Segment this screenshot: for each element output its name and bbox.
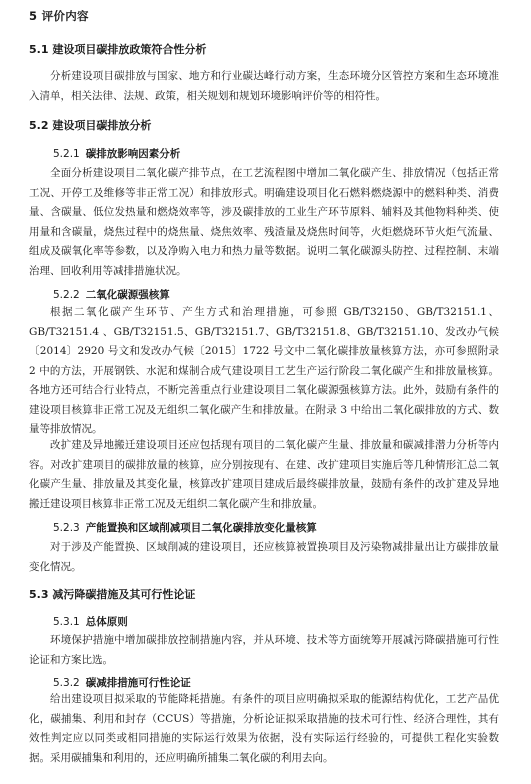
heading-text: 总体原则	[85, 616, 128, 628]
heading-text: 碳减排措施可行性论证	[85, 677, 191, 689]
paragraph-5-2-1: 全面分析建设项目二氧化碳产排节点，在工艺流程图中增加二氧化碳产生、排放情况（包括正常工况、开停工及维修等非正常工况）和排放形式。明确建设项目化石燃料燃烧源中的燃料种类、消费量、含碳量、低位发热量和燃烧效率等，涉及碳排放的工业生产环节原料、辅料及其他物料种类、使用量和含碳量，烧焦过程中的烧焦量、烧焦效率、残渣量及烧焦时间等，火炬燃烧环节火炬气流量、组成及碳氧化率等参数，以及净购入电力和热力量等数据。说明二氧化碳源头防控、过程控制、末端治理、回收利用等减排措施状况。	[29, 167, 499, 277]
heading-5-2-1	[53, 146, 180, 161]
paragraph-5-3-1: 环境保护措施中增加碳排放控制措施内容，并从环境、技术等方面统筹开展减污降碳措施可行性论证和方案比选。	[29, 634, 499, 666]
heading-5-2-2	[53, 287, 170, 302]
heading-number: 5.2.1	[53, 148, 80, 160]
heading-number: 5.3.1	[53, 616, 80, 628]
paragraph-5-2-2-a: 根据二氧化碳产生环节、产生方式和治理措施，可参照 GB/T32150、GB/T32151.1、GB/T32151.4 、GB/T32151.5、GB/T32151.7、GB/T32151.8、GB/T32151.10、发改办气候〔2014〕2920 号文和发改办气候〔2015〕1722 号文中二氧化碳排放量核算方法，亦可参照附录 2 中的方法，开展钢铁、水泥和煤制合成气建设项目工艺生产运行阶段二氧化碳产生和排放量核算。各地方还可结合行业特点，不断完善重点行业建设项目二氧化碳源强核算方法。此外，鼓励有条件的建设项目核算非正常工况及无组织二氧化碳产生和排放量。在附录 3 中给出二氧化碳排放的方式、数量等排放情况。	[29, 306, 499, 435]
heading-5-3-1	[53, 614, 128, 629]
heading-5-2: 5.2 建设项目碳排放分析	[29, 119, 152, 132]
heading-5-3-2	[53, 675, 191, 690]
section-title: 5 评价内容	[29, 9, 89, 23]
heading-number: 5.3.2	[53, 677, 80, 689]
heading-text: 碳排放影响因素分析	[85, 148, 181, 160]
paragraph-5-2-2-b: 改扩建及异地搬迁建设项目还应包括现有项目的二氧化碳产生量、排放量和碳减排潜力分析等内容。对改扩建项目的碳排放量的核算，应分别按现有、在建、改扩建项目实施后等几种情形汇总二氧化碳产生量、排放量及其变化量，核算改扩建项目建成后最终碳排放量，鼓励有条件的改扩建及异地搬迁建设项目核算非正常工况及无组织二氧化碳产生和排放量。	[29, 439, 499, 510]
paragraph-5-1: 分析建设项目碳排放与国家、地方和行业碳达峰行动方案，生态环境分区管控方案和生态环境准入清单，相关法律、法规、政策，相关规划和规划环境影响评价等的相符性。	[29, 70, 499, 102]
paragraph-5-3-2: 给出建设项目拟采取的节能降耗措施。有条件的项目应明确拟采取的能源结构优化，工艺产品优化，碳捕集、利用和封存（CCUS）等措施，分析论证拟采取措施的技术可行性、经济合理性，其有效性判定应以同类或相同措施的实际运行效果为依据，没有实际运行经验的，可提供工程化实验数据。采用碳捕集和利用的，还应明确所捕集二氧化碳的利用去向。	[29, 693, 499, 764]
heading-text: 二氧化碳源强核算	[85, 289, 170, 301]
heading-5-3: 5.3 减污降碳措施及其可行性论证	[29, 588, 196, 601]
heading-text: 产能置换和区域削减项目二氧化碳排放变化量核算	[85, 522, 317, 534]
heading-number: 5.2.3	[53, 522, 80, 534]
heading-5-1: 5.1 建设项目碳排放政策符合性分析	[29, 43, 207, 56]
heading-number: 5.2.2	[53, 289, 80, 301]
paragraph-5-2-3: 对于涉及产能置换、区域削减的建设项目，还应核算被置换项目及污染物减排量出让方碳排放量变化情况。	[29, 541, 499, 573]
heading-5-2-3	[53, 520, 317, 535]
